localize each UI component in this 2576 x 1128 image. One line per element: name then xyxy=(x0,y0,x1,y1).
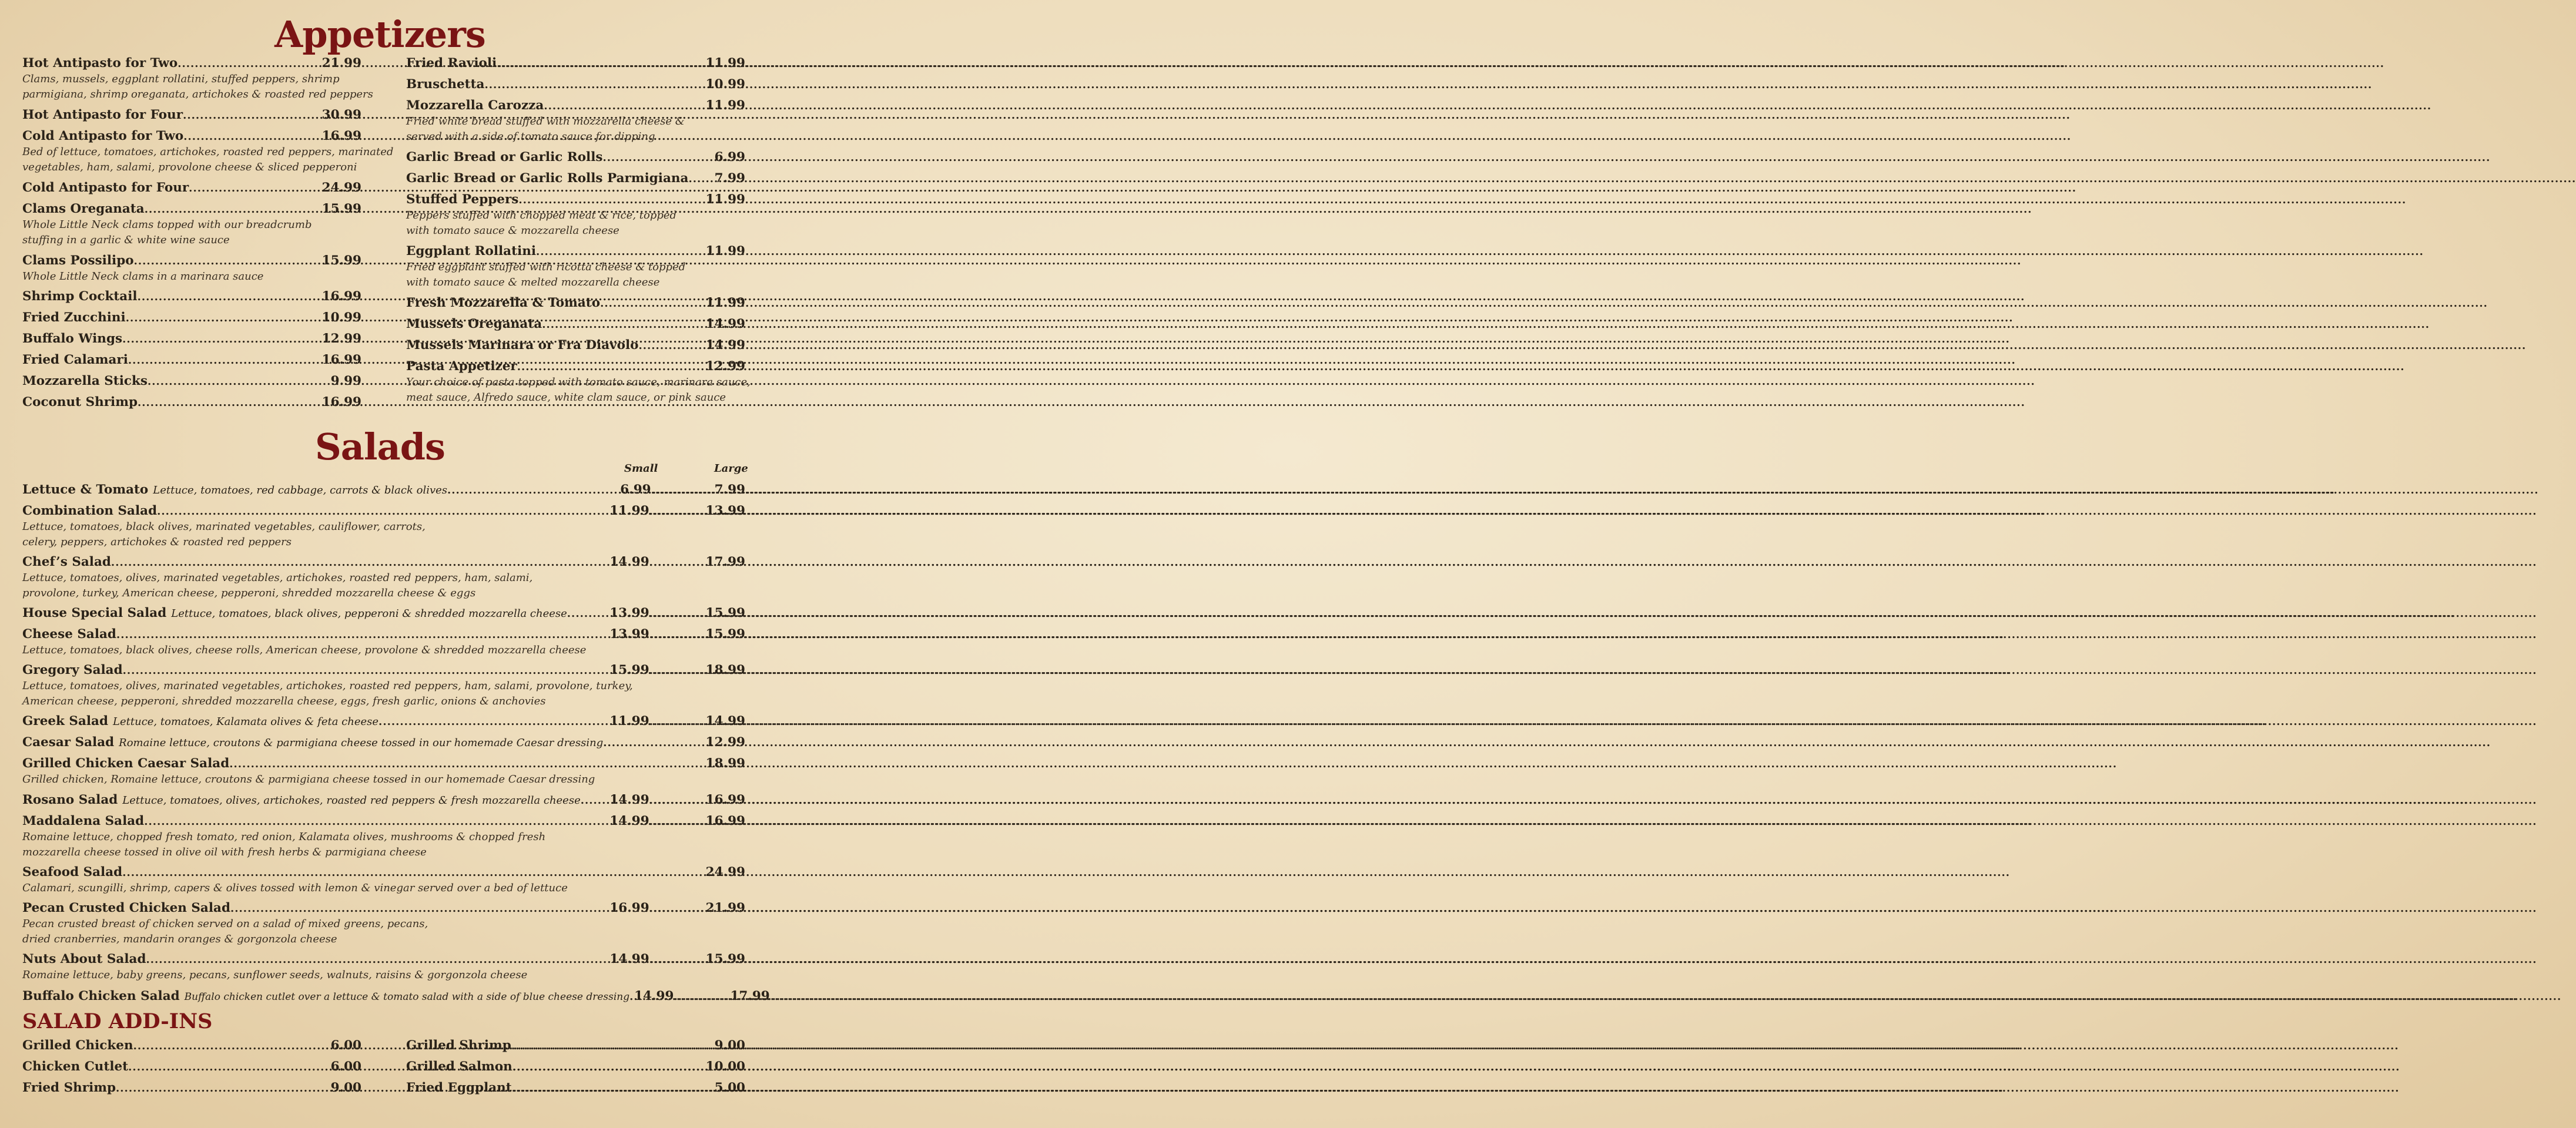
large-price: 21.99 xyxy=(705,901,745,915)
leader-dots xyxy=(229,757,705,772)
item-price: 9.99 xyxy=(330,374,361,388)
item-name: Chicken Cutlet xyxy=(22,1059,129,1074)
salad-item xyxy=(22,555,745,601)
item-price: 16.99 xyxy=(321,352,361,367)
leader-dots xyxy=(183,108,322,123)
leader-dots xyxy=(649,663,706,679)
item-description: parmigiana, shrimp oreganata, artichokes & roasted red peppers xyxy=(22,88,373,100)
item-description: Bed of lettuce, tomatoes, artichokes, roasted red peppers, marinated xyxy=(22,146,394,158)
leader-dots xyxy=(581,793,610,808)
item-inline-description: Lettuce, tomatoes, red cabbage, carrots & black olives xyxy=(153,484,448,496)
item-name: Hot Antipasto for Two xyxy=(22,56,178,70)
menu-item xyxy=(22,331,361,347)
item-name: Grilled Chicken Caesar Salad xyxy=(22,756,230,771)
salad-item xyxy=(22,503,745,550)
large-price: 18.99 xyxy=(705,756,745,771)
leader-dots xyxy=(649,606,706,622)
item-description: Whole Little Neck clams in a marinara sauce xyxy=(22,270,264,283)
item-price: 11.99 xyxy=(705,98,745,113)
item-price: 6.00 xyxy=(330,1059,361,1074)
leader-dots xyxy=(649,901,706,916)
item-inline-description: Lettuce, tomatoes, black olives, pepperoni & shredded mozzarella cheese xyxy=(171,607,567,620)
salad-item xyxy=(22,793,745,808)
item-price: 15.99 xyxy=(321,202,361,216)
large-price: 16.99 xyxy=(705,814,745,828)
menu-item xyxy=(22,129,394,175)
leader-dots xyxy=(518,193,705,208)
item-price: 10.00 xyxy=(705,1059,745,1074)
item-name: Grilled Shrimp xyxy=(406,1038,511,1053)
leader-dots xyxy=(138,290,322,305)
item-price: 6.99 xyxy=(714,150,745,164)
addin-item xyxy=(406,1059,745,1075)
item-price: 21.99 xyxy=(321,56,361,70)
menu-item xyxy=(22,180,361,196)
menu-item xyxy=(406,192,745,239)
item-name: Mussels Marinara or Fra Diavolo xyxy=(406,338,639,352)
item-name: Lettuce & Tomato xyxy=(22,482,149,497)
large-price: 7.99 xyxy=(714,482,745,497)
addin-item xyxy=(22,1059,361,1075)
item-name: Coconut Shrimp xyxy=(22,395,138,409)
item-description: Lettuce, tomatoes, olives, marinated vegetables, artichokes, roasted red peppers, ham, salami, xyxy=(22,572,533,584)
leader-dots xyxy=(512,1060,706,1075)
item-price: 14.99 xyxy=(705,338,745,352)
item-price: 11.99 xyxy=(705,56,745,70)
item-description: Lettuce, tomatoes, black olives, marinated vegetables, cauliflower, carrots, xyxy=(22,521,426,533)
item-price: 11.99 xyxy=(705,192,745,207)
appetizers-heading: Appetizers xyxy=(274,13,485,56)
item-price: 6.00 xyxy=(330,1038,361,1053)
item-price: 30.99 xyxy=(321,108,361,122)
item-description: American cheese, pepperoni, shredded mozzarella cheese, eggs, fresh garlic, onions & anchovies xyxy=(22,695,546,707)
item-name: Grilled Chicken xyxy=(22,1038,133,1053)
item-name: Cold Antipasto for Two xyxy=(22,129,184,143)
small-price: 13.99 xyxy=(609,627,649,642)
item-price: 16.99 xyxy=(321,129,361,143)
item-price: 16.99 xyxy=(321,289,361,304)
leader-dots xyxy=(649,504,706,519)
item-description: Fried white bread stuffed with mozzarella cheese & xyxy=(406,115,685,127)
small-price: 14.99 xyxy=(609,952,649,966)
leader-dots xyxy=(629,989,634,1005)
item-name: Nuts About Salad xyxy=(22,952,146,966)
leader-dots xyxy=(145,202,322,217)
item-name: Cheese Salad xyxy=(22,627,116,642)
small-price: 13.99 xyxy=(609,606,649,620)
item-inline-description: Lettuce, tomatoes, olives, artichokes, roasted red peppers & fresh mozzarella cheese xyxy=(122,794,581,807)
small-price: 14.99 xyxy=(609,793,649,807)
item-price: 12.99 xyxy=(321,331,361,346)
leader-dots xyxy=(484,78,705,93)
leader-dots xyxy=(688,172,714,187)
large-price: 13.99 xyxy=(705,503,745,518)
salad-item xyxy=(22,756,745,787)
item-name: Combination Salad xyxy=(22,503,158,518)
item-name: Buffalo Wings xyxy=(22,331,123,346)
leader-dots xyxy=(116,627,609,643)
menu-item xyxy=(406,244,745,290)
menu-item xyxy=(22,395,361,411)
item-inline-description: Lettuce, tomatoes, Kalamata olives & feta cheese xyxy=(113,716,379,728)
item-name: Hot Antipasto for Four xyxy=(22,108,183,122)
leader-dots xyxy=(649,627,706,643)
leader-dots xyxy=(603,150,715,166)
item-name: Stuffed Peppers xyxy=(406,192,519,207)
leader-dots xyxy=(600,296,706,311)
salad-item xyxy=(22,865,745,896)
leader-dots xyxy=(511,1039,715,1054)
leader-dots xyxy=(497,56,705,72)
leader-dots xyxy=(649,814,706,830)
item-description: stuffing in a garlic & white wine sauce xyxy=(22,234,230,246)
item-name: Grilled Salmon xyxy=(406,1059,512,1074)
item-name: Fried Ravioli xyxy=(406,56,497,70)
item-name: Caesar Salad xyxy=(22,735,115,750)
addin-item xyxy=(406,1080,745,1096)
small-price: 15.99 xyxy=(609,663,649,677)
item-price: 5.00 xyxy=(714,1080,745,1095)
menu-item xyxy=(22,202,361,248)
item-price: 15.99 xyxy=(321,253,361,268)
item-name: Fried Eggplant xyxy=(406,1080,512,1095)
large-price: 15.99 xyxy=(705,952,745,966)
menu-item xyxy=(22,56,373,102)
large-price: 24.99 xyxy=(705,865,745,879)
menu-item xyxy=(406,150,745,166)
leader-dots xyxy=(133,1039,331,1054)
leader-dots xyxy=(649,555,706,570)
item-description: Calamari, scungilli, shrimp, capers & olives tossed with lemon & vinegar served over a bed of lettuce xyxy=(22,882,568,894)
addin-item xyxy=(406,1038,745,1054)
item-name: Shrimp Cocktail xyxy=(22,289,138,304)
leader-dots xyxy=(544,99,705,114)
item-description: with tomato sauce & mozzarella cheese xyxy=(406,224,619,237)
leader-dots xyxy=(512,1081,715,1096)
menu-item xyxy=(406,359,751,405)
leader-dots xyxy=(146,952,610,968)
leader-dots xyxy=(674,989,730,1005)
item-name: Clams Possilipo xyxy=(22,253,134,268)
item-description: dried cranberries, mandarin oranges & gorgonzola cheese xyxy=(22,933,337,945)
leader-dots xyxy=(126,311,322,326)
item-description: Peppers stuffed with chopped meat & rice, topped xyxy=(406,209,677,221)
leader-dots xyxy=(378,714,609,730)
item-price: 11.99 xyxy=(705,296,745,310)
item-description: served with a side of tomato sauce for dipping xyxy=(406,130,655,143)
menu-item xyxy=(22,310,361,326)
menu-item xyxy=(406,77,745,93)
menu-item xyxy=(406,317,745,333)
leader-dots xyxy=(138,395,322,411)
leader-dots xyxy=(230,901,609,916)
salads-heading: Salads xyxy=(315,425,445,468)
salad-item xyxy=(22,989,770,1005)
leader-dots xyxy=(183,129,321,145)
item-description: mozzarella cheese tossed in olive oil with fresh herbs & parmigiana cheese xyxy=(22,846,427,858)
leader-dots xyxy=(148,374,331,390)
leader-dots xyxy=(122,332,322,347)
item-description: Romaine lettuce, chopped fresh tomato, red onion, Kalamata olives, mushrooms & chopped fresh xyxy=(22,831,546,843)
salad-item xyxy=(22,952,745,983)
small-price: 14.99 xyxy=(609,814,649,828)
item-price: 9.00 xyxy=(330,1080,361,1095)
addin-item xyxy=(22,1038,361,1054)
item-price: 14.99 xyxy=(705,317,745,331)
leader-dots xyxy=(189,181,322,196)
item-name: Clams Oreganata xyxy=(22,202,145,216)
leader-dots xyxy=(128,1060,330,1075)
leader-dots xyxy=(157,504,609,519)
item-name: Maddalena Salad xyxy=(22,814,145,828)
item-price: 9.00 xyxy=(714,1038,745,1053)
item-description: meat sauce, Alfredo sauce, white clam sauce, or pink sauce xyxy=(406,391,726,404)
menu-item xyxy=(22,374,361,390)
item-price: 7.99 xyxy=(714,171,745,186)
item-inline-description: Buffalo chicken cutlet over a lettuce & tomato salad with a side of blue cheese dressing xyxy=(184,991,630,1003)
salad-addins-heading: SALAD ADD-INS xyxy=(22,1009,213,1033)
item-price: 10.99 xyxy=(705,77,745,92)
small-column-label: Small xyxy=(624,462,658,475)
addin-item xyxy=(22,1080,361,1096)
item-name: Fried Zucchini xyxy=(22,310,126,325)
item-name: Chef’s Salad xyxy=(22,555,111,569)
leader-dots xyxy=(128,353,322,368)
item-name: House Special Salad xyxy=(22,606,167,620)
item-name: Fresh Mozzarella & Tomato xyxy=(406,296,601,310)
leader-dots xyxy=(447,483,620,498)
leader-dots xyxy=(134,254,322,269)
salad-item xyxy=(22,627,745,658)
item-description: Fried eggplant stuffed with ricotta cheese & topped xyxy=(406,261,686,273)
item-name: Gregory Salad xyxy=(22,663,123,677)
item-description: Your choice of pasta topped with tomato sauce, marinara sauce, xyxy=(406,376,751,388)
item-description: celery, peppers, artichokes & roasted red peppers xyxy=(22,536,292,548)
item-name: Pecan Crusted Chicken Salad xyxy=(22,901,230,915)
item-description: Romaine lettuce, baby greens, pecans, sunflower seeds, walnuts, raisins & gorgonzola cheese xyxy=(22,969,528,981)
small-price: 11.99 xyxy=(609,714,649,728)
salad-item xyxy=(22,606,745,622)
menu-item xyxy=(406,98,745,145)
item-description: Pecan crusted breast of chicken served on a salad of mixed greens, pecans, xyxy=(22,918,428,930)
large-price: 18.99 xyxy=(705,663,745,677)
item-name: Cold Antipasto for Four xyxy=(22,180,189,195)
menu-item xyxy=(22,289,361,305)
item-name: Bruschetta xyxy=(406,77,485,92)
item-name: Pasta Appetizer xyxy=(406,359,517,374)
item-description: vegetables, ham, salami, provolone cheese & sliced pepperoni xyxy=(22,161,357,173)
menu-item xyxy=(22,108,361,123)
item-description: Grilled chicken, Romaine lettuce, croutons & parmigiana cheese tossed in our homemade Caesar dressing xyxy=(22,773,595,785)
menu-item xyxy=(406,338,745,354)
item-name: Fried Calamari xyxy=(22,352,128,367)
item-price: 11.99 xyxy=(705,244,745,258)
leader-dots xyxy=(638,338,705,354)
item-description: Whole Little Neck clams topped with our breadcrumb xyxy=(22,219,312,231)
salad-item xyxy=(22,814,745,860)
item-name: Mozzarella Carozza xyxy=(406,98,544,113)
large-price: 17.99 xyxy=(705,555,745,569)
leader-dots xyxy=(122,865,705,881)
item-name: Rosano Salad xyxy=(22,793,118,807)
salad-item xyxy=(22,482,745,498)
leader-dots xyxy=(111,555,609,570)
menu-item xyxy=(22,352,361,368)
leader-dots xyxy=(144,814,609,830)
leader-dots xyxy=(536,244,706,260)
salad-item xyxy=(22,663,745,709)
leader-dots xyxy=(517,360,706,375)
item-price: 16.99 xyxy=(321,395,361,409)
item-name: Fried Shrimp xyxy=(22,1080,116,1095)
small-price: 11.99 xyxy=(609,503,649,518)
item-description: with tomato sauce & melted mozzarella cheese xyxy=(406,276,660,288)
leader-dots xyxy=(651,483,715,498)
item-description: provolone, turkey, American cheese, pepperoni, shredded mozzarella cheese & eggs xyxy=(22,587,476,599)
leader-dots xyxy=(177,56,321,72)
item-price: 10.99 xyxy=(321,310,361,325)
menu-item xyxy=(406,296,745,311)
small-price: 6.99 xyxy=(620,482,651,497)
leader-dots xyxy=(649,952,706,968)
small-price: 16.99 xyxy=(609,901,649,915)
item-name: Seafood Salad xyxy=(22,865,123,879)
salad-item xyxy=(22,714,745,730)
salad-item xyxy=(22,901,745,947)
leader-dots xyxy=(542,317,705,333)
leader-dots xyxy=(649,793,706,808)
small-price: 14.99 xyxy=(609,555,649,569)
menu-item xyxy=(406,171,745,187)
item-name: Eggplant Rollatini xyxy=(406,244,537,258)
item-name: Greek Salad xyxy=(22,714,109,728)
menu-item xyxy=(22,253,361,284)
item-name: Garlic Bread or Garlic Rolls Parmigiana xyxy=(406,171,689,186)
menu-item xyxy=(406,56,745,72)
item-name: Garlic Bread or Garlic Rolls xyxy=(406,150,603,164)
large-column-label: Large xyxy=(714,462,748,475)
large-price: 15.99 xyxy=(705,627,745,642)
item-name: Mozzarella Sticks xyxy=(22,374,148,388)
leader-dots xyxy=(567,606,610,622)
large-price: 16.99 xyxy=(705,793,745,807)
large-price: 15.99 xyxy=(705,606,745,620)
large-price: 12.99 xyxy=(705,735,745,750)
item-description: Lettuce, tomatoes, olives, marinated vegetables, artichokes, roasted red peppers, ham, salami, provolone, turkey, xyxy=(22,680,633,692)
leader-dots xyxy=(116,1081,331,1096)
item-inline-description: Romaine lettuce, croutons & parmigiana cheese tossed in our homemade Caesar dressing xyxy=(119,737,604,749)
salad-item xyxy=(22,735,745,751)
item-price: 24.99 xyxy=(321,180,361,195)
leader-dots xyxy=(603,736,705,751)
item-description: Clams, mussels, eggplant rollatini, stuffed peppers, shrimp xyxy=(22,73,340,85)
item-price: 12.99 xyxy=(705,359,745,374)
item-name: Buffalo Chicken Salad xyxy=(22,989,180,1003)
item-description: Lettuce, tomatoes, black olives, cheese rolls, American cheese, provolone & shredded mozzarella cheese xyxy=(22,644,587,656)
large-price: 17.99 xyxy=(730,989,770,1003)
small-price: 14.99 xyxy=(634,989,674,1003)
item-name: Mussels Oreganata xyxy=(406,317,542,331)
large-price: 14.99 xyxy=(705,714,745,728)
leader-dots xyxy=(123,663,610,679)
leader-dots xyxy=(649,714,706,730)
